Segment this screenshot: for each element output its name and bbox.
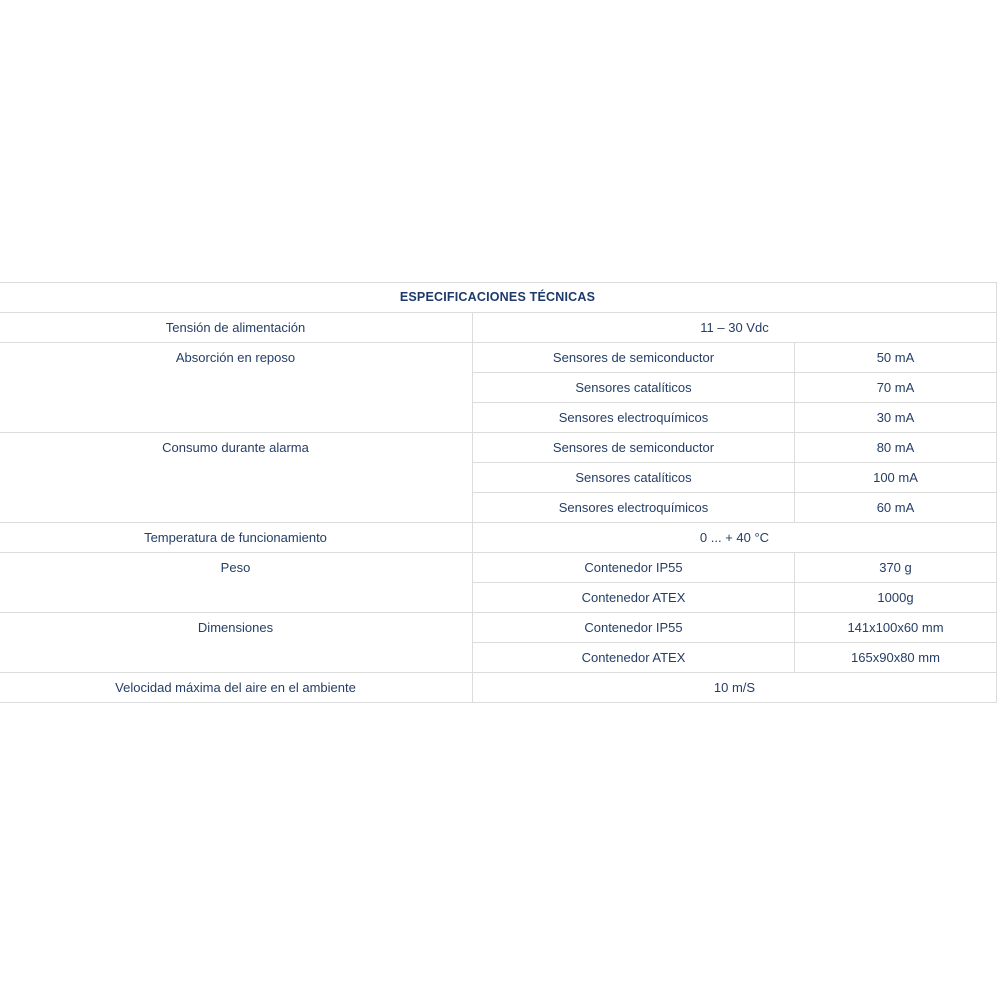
row-value: 11 – 30 Vdc [473, 313, 997, 343]
table-row [0, 433, 997, 463]
row-value: 10 m/S [473, 673, 997, 703]
table-row [0, 613, 997, 643]
sub-item-value: 141x100x60 mm [795, 613, 997, 643]
row-label: Peso [0, 553, 473, 613]
sub-item-value: 70 mA [795, 373, 997, 403]
sub-item-name: Sensores de semiconductor [473, 343, 795, 373]
row-value: 0 ... + 40 °C [473, 523, 997, 553]
sub-item-name: Sensores catalíticos [473, 463, 795, 493]
table-row [0, 343, 997, 373]
sub-item-value: 370 g [795, 553, 997, 583]
table-row [0, 673, 997, 703]
sub-item-name: Contenedor ATEX [473, 583, 795, 613]
sub-item-name: Contenedor IP55 [473, 553, 795, 583]
row-label: Consumo durante alarma [0, 433, 473, 523]
sub-item-name: Sensores catalíticos [473, 373, 795, 403]
sub-item-name: Sensores electroquímicos [473, 493, 795, 523]
sub-item-value: 80 mA [795, 433, 997, 463]
sub-item-name: Sensores electroquímicos [473, 403, 795, 433]
table-title: ESPECIFICACIONES TÉCNICAS [0, 283, 997, 313]
table-header-row [0, 283, 997, 313]
sub-item-value: 165x90x80 mm [795, 643, 997, 673]
row-label: Dimensiones [0, 613, 473, 673]
sub-item-value: 1000g [795, 583, 997, 613]
sub-item-name: Contenedor IP55 [473, 613, 795, 643]
row-label: Absorción en reposo [0, 343, 473, 433]
row-label: Tensión de alimentación [0, 313, 473, 343]
sub-item-value: 60 mA [795, 493, 997, 523]
table-row [0, 313, 997, 343]
specifications-table [0, 282, 997, 703]
sub-item-name: Contenedor ATEX [473, 643, 795, 673]
table-row [0, 553, 997, 583]
row-label: Velocidad máxima del aire en el ambiente [0, 673, 473, 703]
table-row [0, 523, 997, 553]
sub-item-value: 50 mA [795, 343, 997, 373]
sub-item-value: 100 mA [795, 463, 997, 493]
row-label: Temperatura de funcionamiento [0, 523, 473, 553]
sub-item-value: 30 mA [795, 403, 997, 433]
sub-item-name: Sensores de semiconductor [473, 433, 795, 463]
